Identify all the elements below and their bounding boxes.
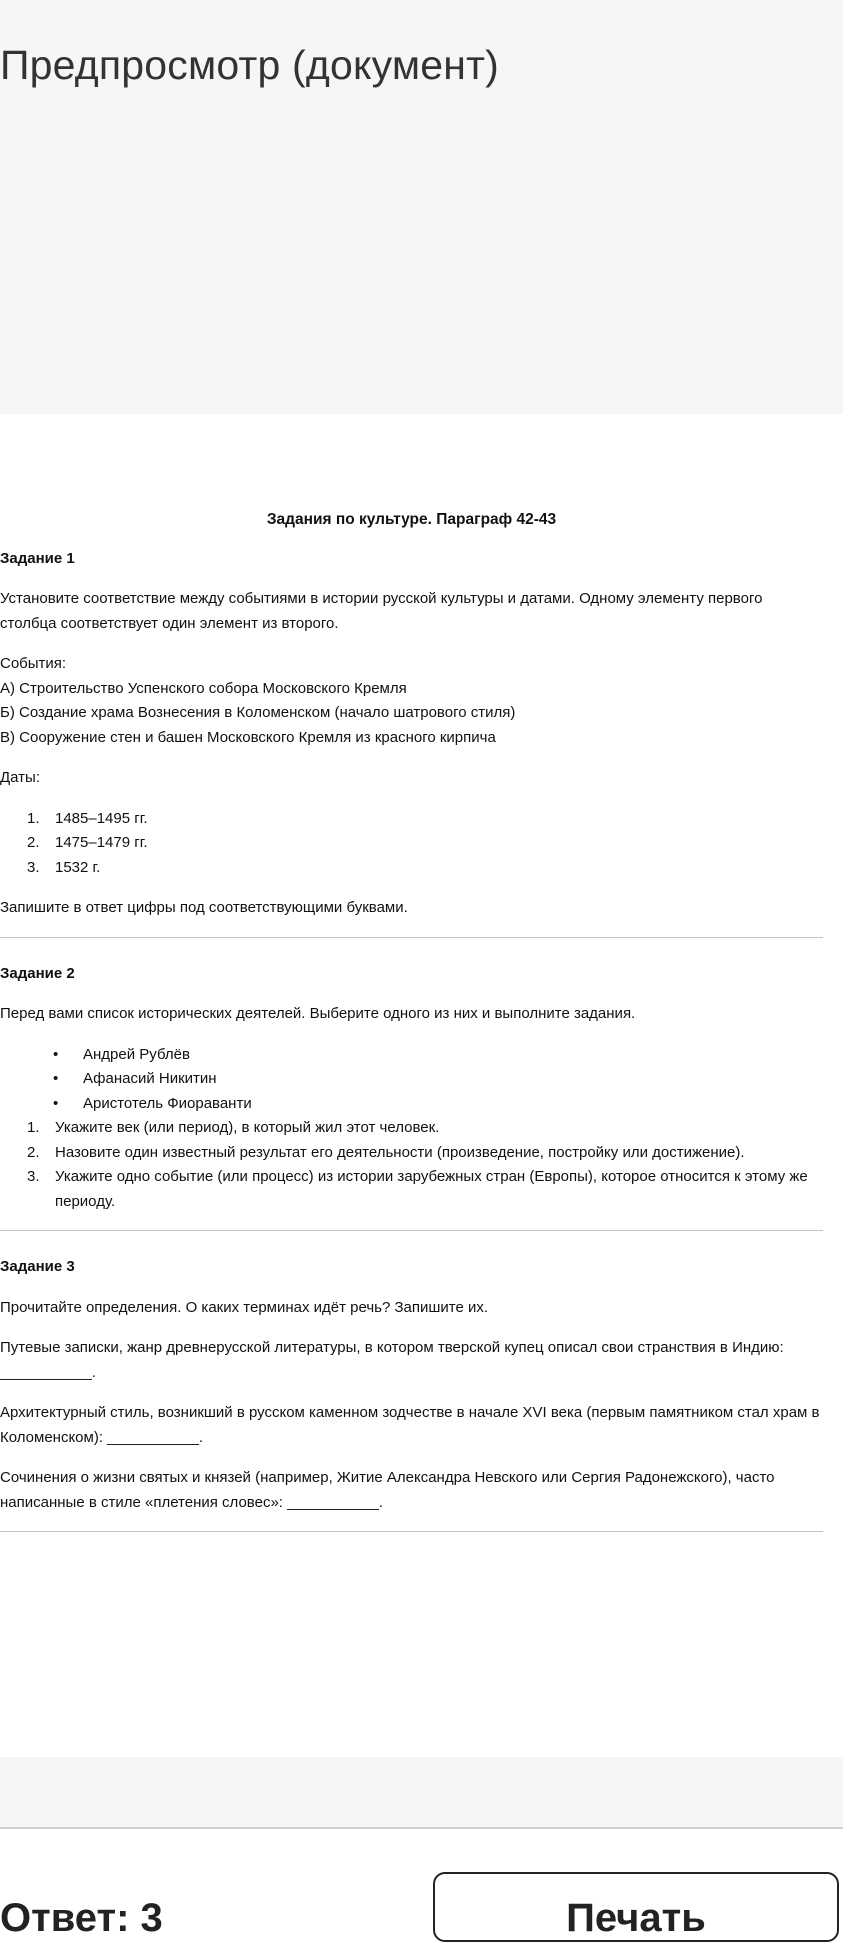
task1-heading: Задание 1 [0,549,75,567]
page-title: Предпросмотр (документ) [0,42,499,88]
date-text: 1475–1479 гг. [55,834,148,851]
task1-instruction: Установите соответствие между событиями в истории русской культуры и датами. Одному элементу первого столбца соответствует один элемент из второго. [0,590,763,632]
list-number: 3. [27,1168,40,1185]
definition-item: Архитектурный стиль, возникший в русском каменном зодчестве в начале XVI века (первым памятником стал храм в Коломенском): ___________. [0,1404,820,1446]
question-text: Назовите один известный результат его деятельности (произведение, постройку или достижение). [55,1143,745,1161]
question-text: Укажите одно событие (или процесс) из истории зарубежных стран (Европы), которое относится к этому же периоду. [55,1168,808,1210]
list-number: 2. [27,834,40,851]
document-preview [0,498,823,1556]
events-label: События: [0,655,67,672]
person-name: Андрей Рублёв [83,1045,190,1063]
list-number: 1. [27,809,40,827]
task3-instruction: Прочитайте определения. О каких терминах идёт речь? Запишите их. [0,1298,489,1316]
person-item [0,1043,823,1068]
divider [0,1531,823,1532]
date-item [0,831,823,856]
date-text: 1532 г. [55,858,101,876]
event-item: Б) Создание храма Вознесения в Коломенском (начало шатрового стиля) [0,704,516,721]
date-item [0,856,823,881]
dates-list [0,807,823,881]
definition-item: Сочинения о жизни святых и князей (например, Житие Александра Невского или Сергия Радонежского), часто написанные в стиле «плетения словес»: ___________. [0,1469,775,1511]
person-name: Аристотель Фиораванти [83,1094,252,1112]
question-item [0,1141,823,1166]
bullet-icon: • [53,1094,59,1112]
person-name: Афанасий Никитин [83,1070,217,1087]
task3-heading: Задание 3 [0,1258,75,1275]
task2-heading: Задание 2 [0,964,75,982]
divider [0,937,823,938]
task2-instruction: Перед вами список исторических деятелей. Выберите одного из них и выполните задания. [0,1005,636,1022]
list-number: 1. [27,1119,40,1136]
person-item [0,1067,823,1092]
person-item [0,1092,823,1117]
document-title: Задания по культуре. Параграф 42-43 [266,511,557,528]
date-text: 1485–1495 гг. [55,809,148,827]
list-number: 2. [27,1143,40,1161]
bullet-icon: • [53,1045,59,1063]
footer-divider [0,1827,843,1829]
question-text: Укажите век (или период), в который жил этот человек. [55,1119,440,1136]
list-number: 3. [27,858,40,876]
definition-item: Путевые записки, жанр древнерусской литературы, в котором тверской купец описал свои странствия в Индию: ___________. [0,1339,784,1381]
task1-footer: Запишите в ответ цифры под соответствующими буквами. [0,899,408,916]
answer-label: Ответ: 3 [0,1896,163,1940]
divider [0,1230,823,1231]
people-list [0,1043,823,1117]
questions-list [0,1116,823,1214]
event-item: А) Строительство Успенского собора Московского Кремля [0,679,407,697]
event-item: В) Сооружение стен и башен Московского Кремля из красного кирпича [0,728,496,746]
date-item [0,807,823,832]
question-item [0,1116,823,1141]
task1-events [0,652,823,750]
question-item [0,1165,823,1214]
preview-footer-band [0,1757,843,1827]
bullet-icon: • [53,1070,59,1087]
dates-label: Даты: [0,769,40,786]
print-button[interactable]: Печать [433,1872,839,1942]
